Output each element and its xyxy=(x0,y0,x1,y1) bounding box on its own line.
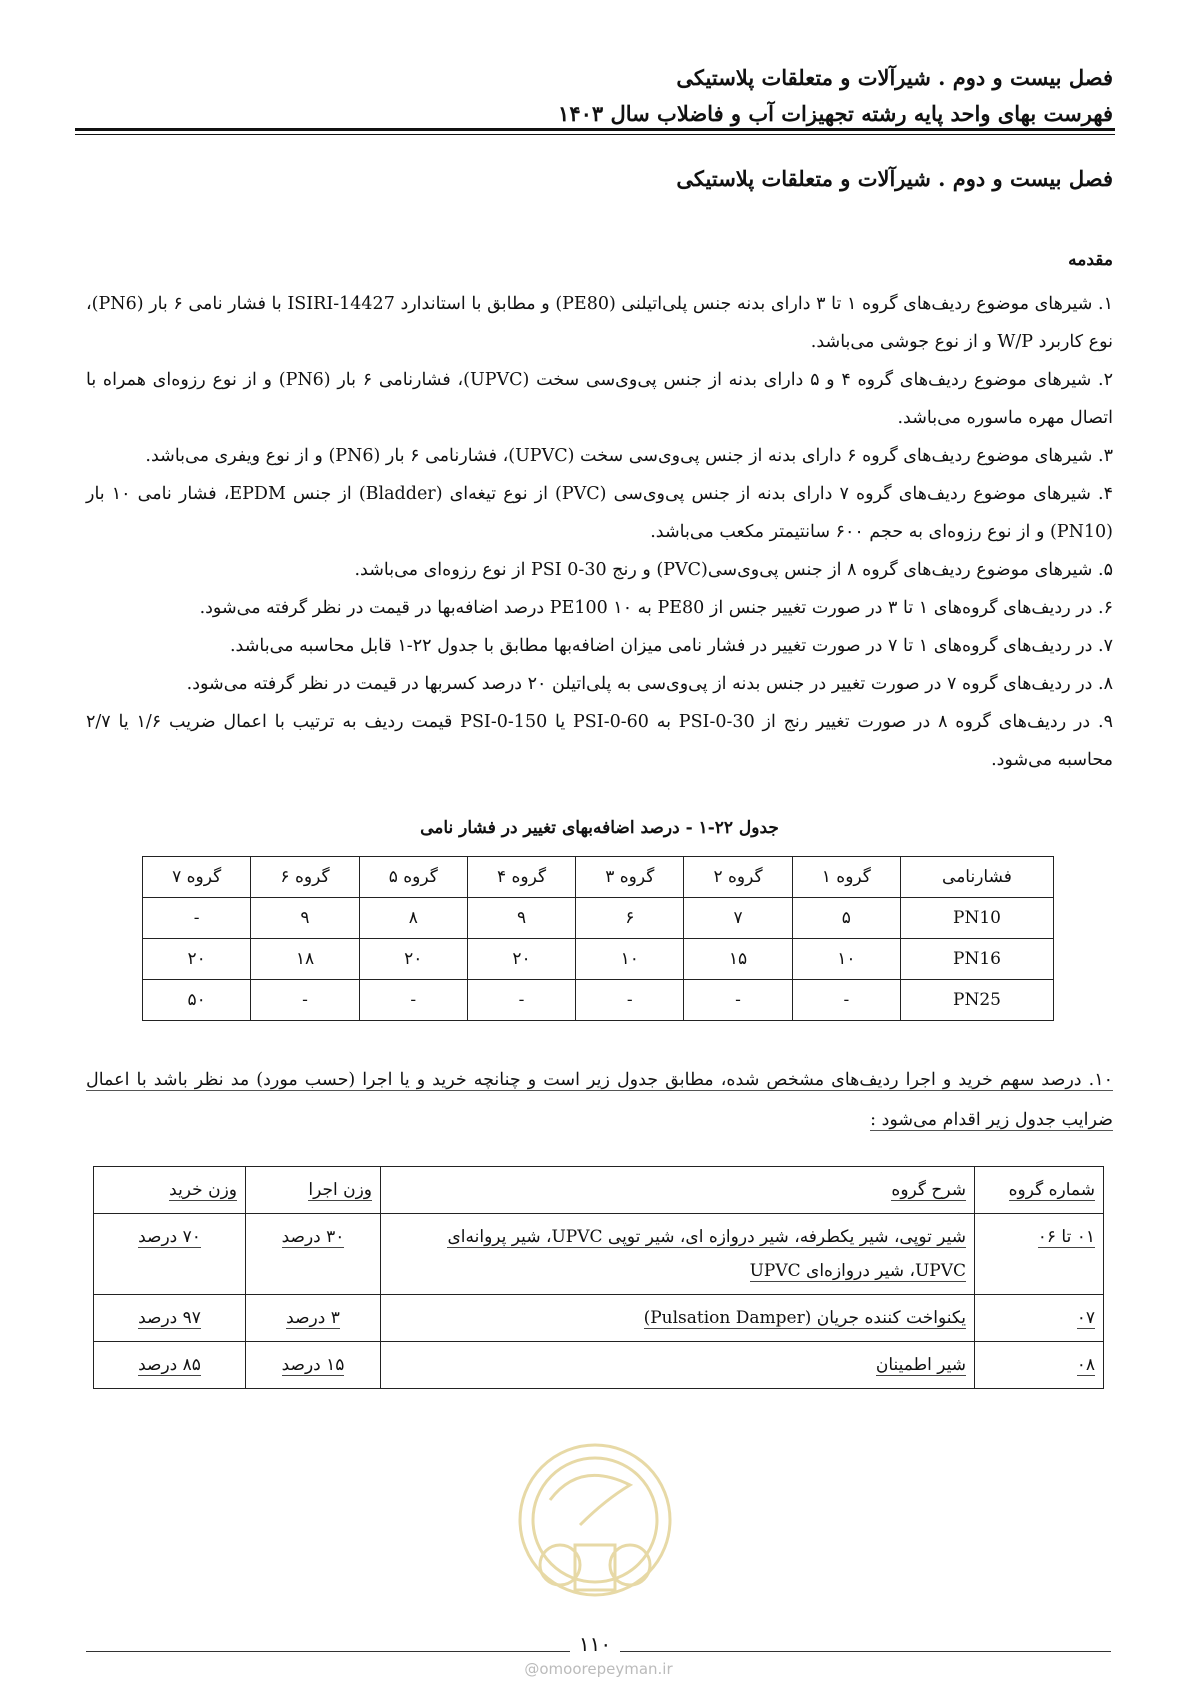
chapter-title: فصل بیست و دوم . شیرآلات و متعلقات پلاستیکی xyxy=(676,166,1113,191)
table-cell: - xyxy=(359,980,467,1021)
table-cell: - xyxy=(576,980,684,1021)
table-header-cell: گروه ۴ xyxy=(467,857,575,898)
table-cell: ۱۰ xyxy=(576,939,684,980)
purchase-execution-weight-table xyxy=(93,1166,1104,1389)
intro-items xyxy=(86,285,1113,779)
table-cell: ۹۷ درصد xyxy=(138,1308,201,1328)
page-number: ۱۱۰ xyxy=(570,1632,620,1656)
intro-item-10-text: ۱۰. درصد سهم خرید و اجرا ردیف‌های مشخص شده، مطابق جدول زیر است و چنانچه خرید و یا اجرا (حسب مورد) مد نظر باشد با اعمال ضرایب جدول زیر اقدام می‌شود : xyxy=(86,1070,1113,1130)
table-header-cell: گروه ۱ xyxy=(792,857,900,898)
table-cell: - xyxy=(251,980,359,1021)
table-cell: ۰۸ xyxy=(1076,1355,1095,1375)
table-cell: - xyxy=(684,980,792,1021)
seal-calligraphy xyxy=(550,1475,630,1525)
table-header-cell: شرح گروه xyxy=(891,1180,966,1200)
table-header-cell: وزن اجرا xyxy=(308,1180,372,1200)
table-cell: ۸۵ درصد xyxy=(138,1355,201,1375)
table-header-cell: فشارنامی xyxy=(900,857,1053,898)
intro-item-4: ۴. شیرهای موضوع ردیف‌های گروه ۷ دارای بدنه از جنس پی‌وی‌سی (PVC) از نوع تیغه‌ای (Bladder) از جنس EPDM، فشار نامی ۱۰ بار (PN10) و از نوع رزوه‌ای به حجم ۶۰۰ سانتیمتر مکعب می‌باشد. xyxy=(86,484,1114,542)
table-cell: ۲۰ xyxy=(467,939,575,980)
table-row xyxy=(143,939,1054,980)
intro-item-9: ۹. در ردیف‌های گروه ۸ در صورت تغییر رنج از PSI-0-30 به PSI-0-60 یا PSI-0-150 قیمت ردیف به ترتیب با اعمال ضریب ۱/۶ یا ۲/۷ محاسبه می‌شود. xyxy=(86,712,1113,770)
table-row xyxy=(143,980,1054,1021)
intro-item-8: ۸. در ردیف‌های گروه ۷ در صورت تغییر در جنس بدنه از پی‌وی‌سی به پلی‌اتیلن ۲۰ درصد کسربها در قیمت در نظر گرفته می‌شود. xyxy=(186,674,1113,694)
table-cell: ۹ xyxy=(251,898,359,939)
intro-item-3: ۳. شیرهای موضوع ردیف‌های گروه ۶ دارای بدنه از جنس پی‌وی‌سی سخت (UPVC)، فشارنامی ۶ بار (PN6) و از نوع ویفری می‌باشد. xyxy=(145,446,1113,466)
intro-item-1: ۱. شیرهای موضوع ردیف‌های گروه ۱ تا ۳ دارای بدنه جنس پلی‌اتیلنی (PE80) و مطابق با استاندارد ISIRI-14427 با فشار نامی ۶ بار (PN6)، نوع کاربرد W/P و از نوع جوشی می‌باشد. xyxy=(86,294,1114,352)
table-header-cell: شماره گروه xyxy=(1008,1180,1095,1200)
header-catalog-line: فهرست بهای واحد پایه رشته تجهیزات آب و فاضلاب سال ۱۴۰۳ xyxy=(558,101,1113,126)
table-cell: شیر توپی، شیر یکطرفه، شیر دروازه ای، شیر توپی UPVC، شیر پروانه‌ای UPVC، شیر دروازه‌ای UPVC xyxy=(447,1227,966,1281)
table-cell: ۵ xyxy=(792,898,900,939)
watermark-text: @omoorepeyman.ir xyxy=(524,1660,673,1678)
table-cell: - xyxy=(467,980,575,1021)
header-rule-thin xyxy=(75,134,1115,135)
table-cell: ۰۱ تا ۰۶ xyxy=(1037,1227,1095,1247)
table-cell: ۱۰ xyxy=(792,939,900,980)
intro-item-7: ۷. در ردیف‌های گروه‌های ۱ تا ۷ در صورت تغییر در فشار نامی میزان اضافه‌بها مطابق با جدول ۲۲-۱ قابل محاسبه می‌باشد. xyxy=(229,636,1113,656)
table-cell: ۰۷ xyxy=(1076,1308,1095,1328)
table-cell: ۷ xyxy=(684,898,792,939)
table-cell: PN16 xyxy=(900,939,1053,980)
table-header-cell: گروه ۳ xyxy=(576,857,684,898)
table-cell: ۹ xyxy=(467,898,575,939)
table-header-row xyxy=(94,1167,1104,1214)
table-cell: یکنواخت کننده جریان (Pulsation Damper) xyxy=(643,1308,966,1328)
header-chapter-line: فصل بیست و دوم . شیرآلات و متعلقات پلاستیکی xyxy=(676,65,1113,90)
table-header-cell: گروه ۵ xyxy=(359,857,467,898)
table-cell: ۲۰ xyxy=(359,939,467,980)
table-cell: ۱۸ xyxy=(251,939,359,980)
table-cell: PN10 xyxy=(900,898,1053,939)
table-cell: ۵۰ xyxy=(143,980,251,1021)
table-header-cell: وزن خرید xyxy=(169,1180,237,1200)
header-rule xyxy=(75,128,1115,131)
table-cell: ۶ xyxy=(576,898,684,939)
table-cell: PN25 xyxy=(900,980,1053,1021)
intro-item-2: ۲. شیرهای موضوع ردیف‌های گروه ۴ و ۵ دارای بدنه از جنس پی‌وی‌سی سخت (UPVC)، فشارنامی ۶ بار (PN6) و از نوع رزوه‌ای همراه با اتصال مهره ماسوره می‌باشد. xyxy=(86,370,1114,428)
table-row xyxy=(143,898,1054,939)
seal-logo-icon xyxy=(510,1430,680,1630)
table-cell: ۸ xyxy=(359,898,467,939)
intro-item-6: ۶. در ردیف‌های گروه‌های ۱ تا ۳ در صورت تغییر جنس از PE80 به PE100 ۱۰ درصد اضافه‌بها در قیمت در نظر گرفته می‌شود. xyxy=(199,598,1113,618)
table-cell: ۱۵ xyxy=(684,939,792,980)
table-cell: - xyxy=(143,898,251,939)
pressure-surcharge-table xyxy=(142,856,1054,1021)
intro-item-10 xyxy=(86,1060,1113,1140)
table-header-cell: گروه ۷ xyxy=(143,857,251,898)
table-header-row xyxy=(143,857,1054,898)
table-cell: ۲۰ xyxy=(143,939,251,980)
table-cell: ۷۰ درصد xyxy=(138,1227,201,1247)
table1-caption: جدول ۲۲-۱ - درصد اضافه‌بهای تغییر در فشار نامی xyxy=(420,818,779,838)
table-header-cell: گروه ۶ xyxy=(251,857,359,898)
table-cell: شیر اطمینان xyxy=(875,1355,966,1375)
table-header-cell: گروه ۲ xyxy=(684,857,792,898)
table-cell: ۳۰ درصد xyxy=(281,1227,345,1247)
table-cell: ۳ درصد xyxy=(286,1308,340,1328)
table-row xyxy=(94,1295,1104,1342)
table-row xyxy=(94,1342,1104,1389)
intro-item-5: ۵. شیرهای موضوع ردیف‌های گروه ۸ از جنس پی‌وی‌سی(PVC) و رنج PSI 0-30 از نوع رزوه‌ای می‌باشد. xyxy=(354,560,1113,580)
table-cell: - xyxy=(792,980,900,1021)
intro-heading: مقدمه xyxy=(1068,250,1113,270)
page-header xyxy=(86,60,1113,132)
table-row xyxy=(94,1214,1104,1295)
table-cell: ۱۵ درصد xyxy=(281,1355,345,1375)
